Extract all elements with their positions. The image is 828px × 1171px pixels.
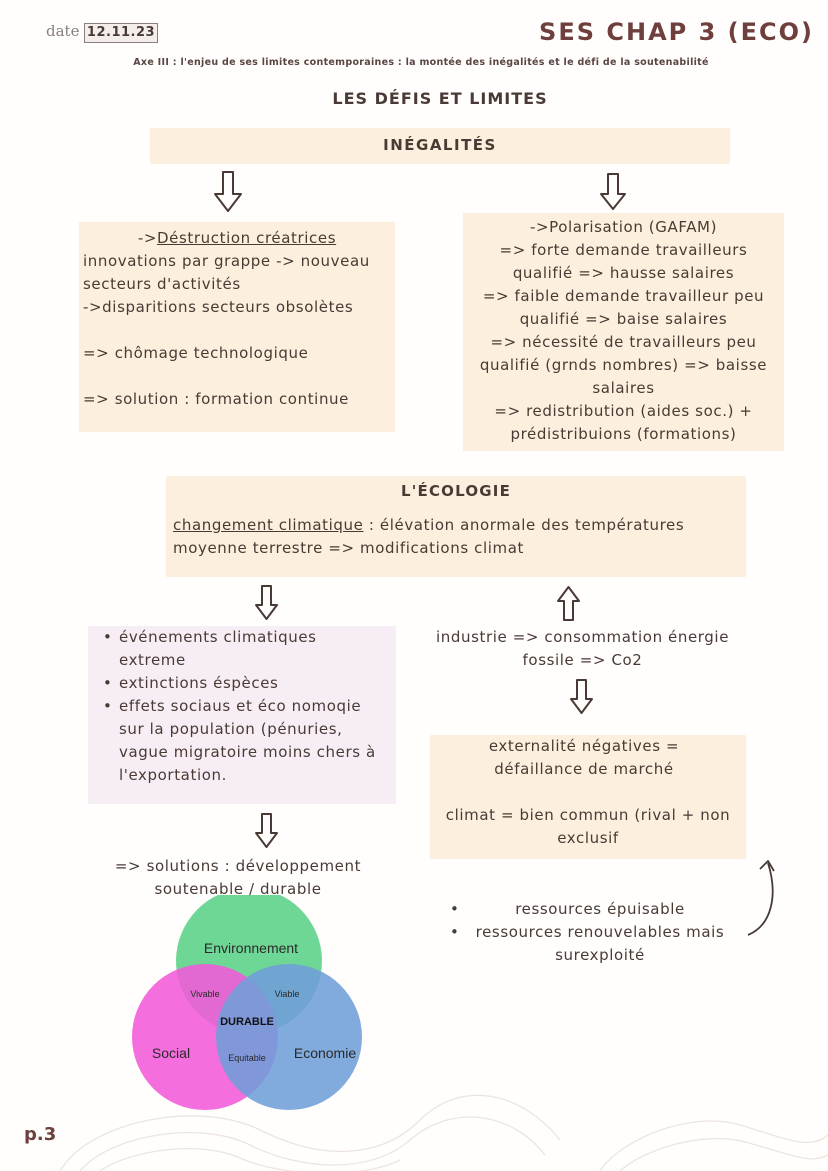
- consequence-line: l'exportation.: [119, 766, 227, 784]
- line: [79, 365, 395, 388]
- resources-list: [450, 898, 750, 967]
- industry-text: [420, 626, 745, 672]
- ecology-definition: [166, 514, 746, 537]
- creative-destruction-heading: [79, 227, 395, 250]
- externality-line1: externalité négatives =: [488, 737, 680, 755]
- inequalities-banner: [150, 128, 730, 164]
- list-item: [101, 626, 396, 672]
- line: prédistribuions (formations): [510, 425, 737, 443]
- consequence-line: • effets sociaus et éco nomoqie: [119, 697, 362, 715]
- inequalities-title: INÉGALITÉS: [383, 136, 497, 154]
- ecology-title: L'ÉCOLOGIE: [400, 482, 512, 500]
- line: salaires: [592, 379, 655, 397]
- externality-box: [430, 735, 746, 859]
- solutions-line2: soutenable / durable: [154, 880, 322, 898]
- economy-label: Economie: [293, 1045, 357, 1061]
- heading-underlined: Déstruction créatrices: [157, 229, 337, 247]
- line: => forte demande travailleurs: [499, 241, 748, 259]
- list-item: [101, 695, 396, 787]
- section-heading: LES DÉFIS ET LIMITES: [332, 89, 548, 108]
- line: innovations par grappe -> nouveau: [83, 252, 370, 270]
- creative-destruction-box: [79, 222, 395, 432]
- down-arrow-icon: [254, 812, 280, 850]
- list-item: [101, 672, 396, 695]
- page-title: SES CHAP 3 (ECO): [539, 18, 814, 46]
- consequence-line: sur la population (pénuries,: [119, 720, 343, 738]
- externality-line4: exclusif: [557, 829, 619, 847]
- environment-label: Environnement: [203, 940, 299, 956]
- down-arrow-icon: [212, 170, 244, 214]
- line: qualifié (grnds nombres) => baisse: [479, 356, 768, 374]
- list-item: • ressources épuisable: [450, 898, 750, 921]
- line: secteurs d'activités: [83, 275, 241, 293]
- date-value: 12.11.23: [84, 23, 158, 43]
- decorative-contour-lines: [0, 1080, 828, 1171]
- externality-line2: défaillance de marché: [494, 760, 674, 778]
- ecology-definition-line2: moyenne terrestre => modifications climat: [173, 539, 524, 557]
- line: => solution : formation continue: [83, 390, 349, 408]
- down-arrow-icon: [569, 678, 595, 716]
- externality-line3: climat = bien commun (rival + non: [445, 806, 731, 824]
- polarisation-box: [463, 213, 784, 451]
- page-subtitle: Axe III : l'enjeu de ses limites contemporaines : la montée des inégalités et le défi de la soutenabilité: [133, 57, 709, 68]
- up-arrow-icon: [556, 584, 582, 622]
- line: => redistribution (aides soc.) +: [494, 402, 753, 420]
- resource-line: ressources renouvelables mais: [475, 923, 725, 941]
- line: ->Polarisation (GAFAM): [529, 218, 718, 236]
- down-arrow-icon: [254, 584, 280, 622]
- durable-label: DURABLE: [220, 1016, 274, 1028]
- consequence-line: • événements climatiques: [119, 628, 317, 646]
- industry-line2: fossile => Co2: [522, 651, 643, 669]
- resource-line: surexploité: [555, 946, 645, 964]
- curved-arrow-icon: [740, 855, 790, 940]
- solutions-line1: => solutions : développement: [114, 857, 362, 875]
- page-number: p.3: [24, 1124, 57, 1145]
- heading-prefix: ->: [137, 229, 158, 247]
- consequence-line: vague migratoire moins chers à: [119, 743, 376, 761]
- date-label: date: [46, 22, 80, 40]
- line: qualifié => hausse salaires: [512, 264, 735, 282]
- line: ->disparitions secteurs obsolètes: [83, 298, 354, 316]
- line: [79, 319, 395, 342]
- line: => nécessité de travailleurs peu: [490, 333, 757, 351]
- ecology-box: [166, 476, 746, 577]
- line: qualifié => baise salaires: [519, 310, 728, 328]
- resource-line: ressources épuisable: [515, 900, 685, 918]
- line: => faible demande travailleur peu: [482, 287, 765, 305]
- livable-label: Vivable: [190, 989, 220, 999]
- definition-term: changement climatique: [173, 516, 364, 534]
- list-item: • ressources renouvelables mais surexploité: [450, 921, 750, 967]
- industry-line1: industrie => consommation énergie: [435, 628, 730, 646]
- consequence-line: • extinctions éspèces: [119, 674, 279, 692]
- viable-label: Viable: [274, 989, 300, 999]
- down-arrow-icon: [598, 172, 628, 212]
- equitable-label: Equitable: [228, 1053, 266, 1063]
- consequence-line: extreme: [119, 651, 186, 669]
- consequences-box: [88, 626, 396, 804]
- definition-rest: : élévation anormale des températures: [363, 516, 685, 534]
- line: => chômage technologique: [83, 344, 309, 362]
- social-label: Social: [151, 1045, 191, 1061]
